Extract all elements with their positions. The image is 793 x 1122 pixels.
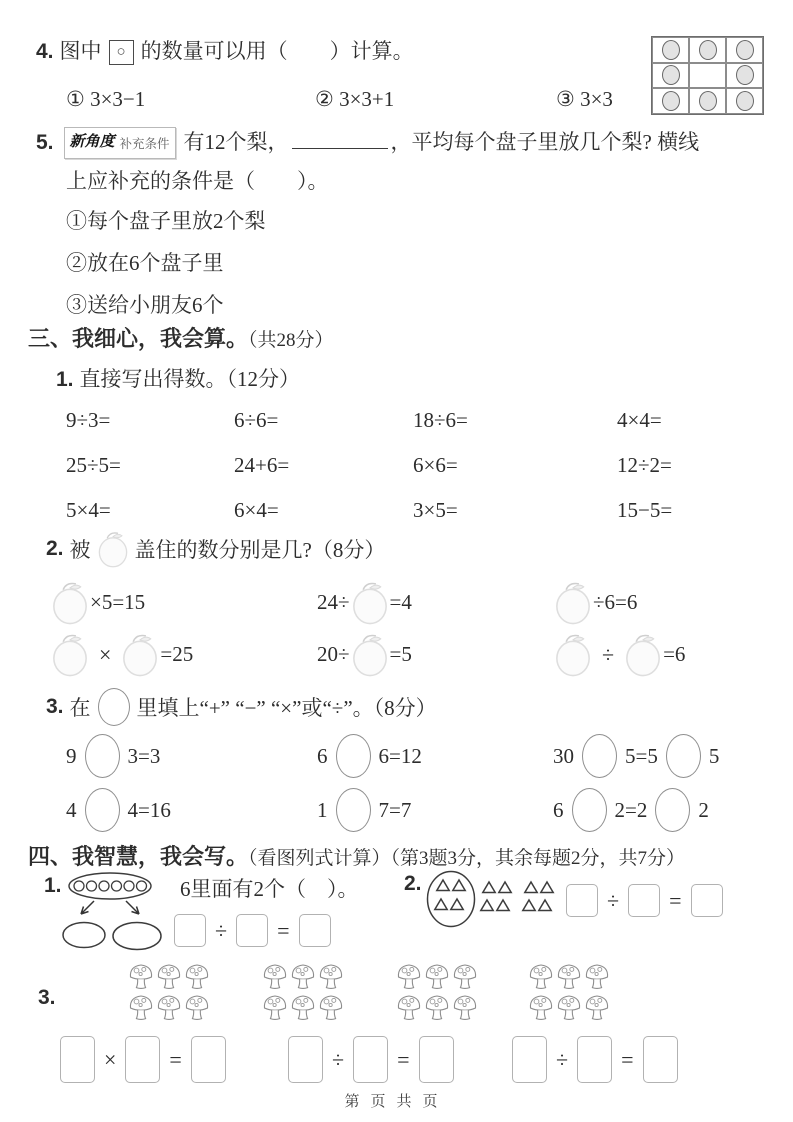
answer-box [125,1036,160,1083]
peach-icon [350,580,390,625]
section-4-q2-equation [566,884,723,917]
divide-operator: ÷ [332,1046,345,1072]
section-4-q3-number: 3. [38,986,56,1009]
answer-box [174,914,206,947]
mushroom-icon [424,962,450,990]
covered-equations-row-2 [50,632,685,677]
calc-problem: 9÷3= [66,408,111,432]
equals-operator: = [669,887,682,913]
question-5-text-b: ，平均每个盘子里放几个梨? 横线 [390,130,700,155]
question-4-line [36,38,414,65]
section-4-q1-number: 1. [44,874,62,897]
calc-problem: 12÷2= [617,453,672,477]
equation-text: 30 [553,743,574,768]
grid-circle-icon [736,65,754,85]
section-3-q3-number: 3. [46,695,64,718]
mushroom-icon [262,962,288,990]
equation-text: 24÷ [317,590,350,614]
equation [553,788,709,832]
grid-cell [726,63,763,89]
grid-cell [652,37,689,63]
section-3-q3-text-a: 在 [69,696,91,720]
grid-circle-icon [662,91,680,111]
calc-problem: 25÷5= [66,453,121,477]
section-4-q2-number: 2. [404,872,422,895]
peach-icon [50,632,90,677]
calc-problem: 4×4= [617,408,662,432]
mushroom-icon [156,962,182,990]
section-4-q1-text: 6里面有2个（ ）。 [180,877,359,901]
section-3-q1-number: 1. [56,368,74,391]
answer-box [691,884,723,917]
calc-problem: 5×4= [66,498,111,522]
grid-circle-icon [699,40,717,60]
new-angle-badge [64,127,176,159]
peach-icon [623,632,663,677]
answer-box [60,1036,95,1083]
grid-circle-icon [662,40,680,60]
operator-circle [572,788,607,832]
divide-operator: ÷ [607,887,620,913]
equation-text: 2=2 [614,797,648,822]
triangles-groups-diagram [426,870,560,928]
mushroom-icon [184,993,210,1021]
section-4-title-note: （看图列式计算）（第3题3分，其余每题2分，共7分） [248,848,686,869]
boxed-circle-symbol: ○ [109,40,134,65]
equation [50,580,317,625]
equation-operator: ÷ [602,641,615,667]
question-4-text-after: 的数量可以用（ ）计算。 [140,39,414,63]
equation-text: 20÷ [317,642,350,666]
section-3-q2-text-b: 盖住的数分别是几?（8分） [134,538,386,562]
question-5-line1 [36,126,699,159]
section-3-q2-text-a: 被 [69,538,91,562]
calc-problem: 24+6= [234,453,290,477]
mushroom-icon [584,993,610,1021]
badge-sub-label: 补充条件 [119,137,170,152]
question-4-options [66,86,613,112]
question-4-option-3: ③ 3×3 [556,87,613,111]
covered-equations-row-1 [50,580,637,625]
equation-text: 4 [66,797,77,822]
answer-box [191,1036,226,1083]
peach-icon [553,632,593,677]
operator-circle [336,734,371,778]
divide-operator: ÷ [215,917,228,943]
calc-problem: 6×6= [413,453,458,477]
mushroom-group [528,962,612,1021]
question-5-option-2: ②放在6个盘子里 [66,251,224,275]
mushroom-icon [318,993,344,1021]
equation [50,632,317,677]
calc-problem: 18÷6= [413,408,468,432]
equation-text: ÷6=6 [593,590,638,614]
equation-text: 5=5 [625,743,658,768]
mushroom-icon [396,993,422,1021]
equation [317,788,553,832]
mushroom-icon [424,993,450,1021]
equation [66,788,317,832]
calc-problems-grid [66,408,672,523]
equation-text: =25 [160,642,194,666]
section-3-q3-label [46,688,437,726]
mushroom-icon [556,993,582,1021]
operator-circle [85,734,120,778]
section-4-q3-equation-1 [60,1036,226,1083]
badge-main-label: 新角度 [69,133,115,151]
mushroom-icon [556,962,582,990]
mushroom-icon [452,993,478,1021]
equation-text: 7=7 [378,797,412,822]
equation [317,632,553,677]
mushroom-icon [452,962,478,990]
answer-box [288,1036,323,1083]
equation-text: 2 [698,797,709,822]
section-4-q1-equation [174,914,331,947]
equation-text: 9 [66,743,77,768]
grid-cell [726,88,763,114]
multiply-operator: × [104,1046,117,1072]
section-4-title [28,840,685,871]
section-3-q1-text: 直接写出得数。（12分） [79,367,301,391]
equation-text: 4=16 [127,797,171,822]
peach-icon [553,580,593,625]
grid-cell [689,63,726,89]
equation [317,734,553,778]
mushroom-icon [318,962,344,990]
mushroom-icon [156,993,182,1021]
section-3-q3-text-b: 里填上“+” “−” “×”或“÷”。（8分） [136,696,437,720]
answer-box [236,914,268,947]
grid-cell [652,88,689,114]
question-5-number: 5. [36,131,54,155]
answer-box [512,1036,547,1083]
operator-circle [98,688,130,726]
equals-operator: = [397,1046,410,1072]
equation-text: =6 [663,642,686,666]
equation [66,734,317,778]
mushroom-icon [290,993,316,1021]
grid-cell [726,37,763,63]
section-3-title-text: 三、我细心，我会算。 [28,326,249,351]
operator-circle [655,788,690,832]
operator-circle [666,734,701,778]
mushroom-icon [262,993,288,1021]
equals-operator: = [169,1046,182,1072]
mushroom-icon [128,962,154,990]
equation-text: 1 [317,797,328,822]
section-4-title-text: 四、我智慧，我会写。 [28,844,249,869]
answer-box [419,1036,454,1083]
answer-box [577,1036,612,1083]
equation-text: 5 [708,743,720,768]
mushroom-icon [396,962,422,990]
mushroom-icon [290,962,316,990]
equation [553,632,685,677]
section-3-q2-number: 2. [46,537,64,560]
equals-operator: = [277,917,290,943]
mushroom-icon [184,962,210,990]
mushroom-group [396,962,480,1021]
question-5-text-a: 有12个梨， [183,130,289,155]
grid-circle-icon [736,40,754,60]
answer-box [566,884,598,917]
equation-text: 6=12 [378,743,422,768]
grid-cell [689,37,726,63]
mushroom-icon [528,993,554,1021]
circles-grid [651,36,764,115]
peach-icon [120,632,160,677]
blank-underline [292,126,388,149]
mushroom-icon [528,962,554,990]
equation [317,580,553,625]
equals-operator: = [621,1046,634,1072]
equation-text: =5 [389,642,412,666]
operator-equations-row-2 [66,788,709,832]
question-5-line2: 上应补充的条件是（ ）。 [66,169,329,193]
equation-text: 3=3 [127,743,161,768]
peach-icon [96,530,130,568]
answer-box [353,1036,388,1083]
mushroom-icon [584,962,610,990]
calc-problem: 3×5= [413,498,458,522]
grid-circle-icon [662,65,680,85]
grid-circle-icon [699,91,717,111]
answer-box [643,1036,678,1083]
question-5-option-3: ③送给小朋友6个 [66,293,224,317]
section-3-title [28,322,334,353]
equation-text: 6 [317,743,328,768]
operator-equations-row-1 [66,734,719,778]
operator-circle [336,788,371,832]
section-3-title-score: （共28分） [248,330,334,351]
grid-circle-icon [736,91,754,111]
question-5-option-1: ①每个盘子里放2个梨 [66,209,266,233]
calc-problem: 6÷6= [234,408,279,432]
operator-circle [582,734,617,778]
question-4-option-1: ① 3×3−1 [66,87,146,111]
section-3-q1-label [56,366,300,393]
question-4-text-before: 图中 [59,39,102,63]
divide-operator: ÷ [556,1046,569,1072]
grid-cell [689,88,726,114]
peach-icon [350,632,390,677]
section-4-q3-equation-2 [288,1036,454,1083]
calc-problem: 15−5= [617,498,673,522]
mushroom-icon [128,993,154,1021]
answer-box [628,884,660,917]
equation-text: ×5=15 [90,590,146,614]
footer-page-label: 第页共页 [344,1093,449,1110]
equation [553,734,719,778]
grid-cell [652,63,689,89]
mushroom-group [262,962,346,1021]
equation-text: 6 [553,797,564,822]
section-3-q2-label [46,530,385,568]
mushroom-group [128,962,212,1021]
question-4-number: 4. [36,40,54,63]
equation [553,580,637,625]
section-4-q3-equation-3 [512,1036,678,1083]
equation-operator: × [99,641,112,667]
calc-problem: 6×4= [234,498,279,522]
circles-split-diagram [60,872,172,952]
equation-text: =4 [389,590,412,614]
operator-circle [85,788,120,832]
question-4-option-2: ② 3×3+1 [315,87,395,111]
answer-box [299,914,331,947]
peach-icon [50,580,90,625]
